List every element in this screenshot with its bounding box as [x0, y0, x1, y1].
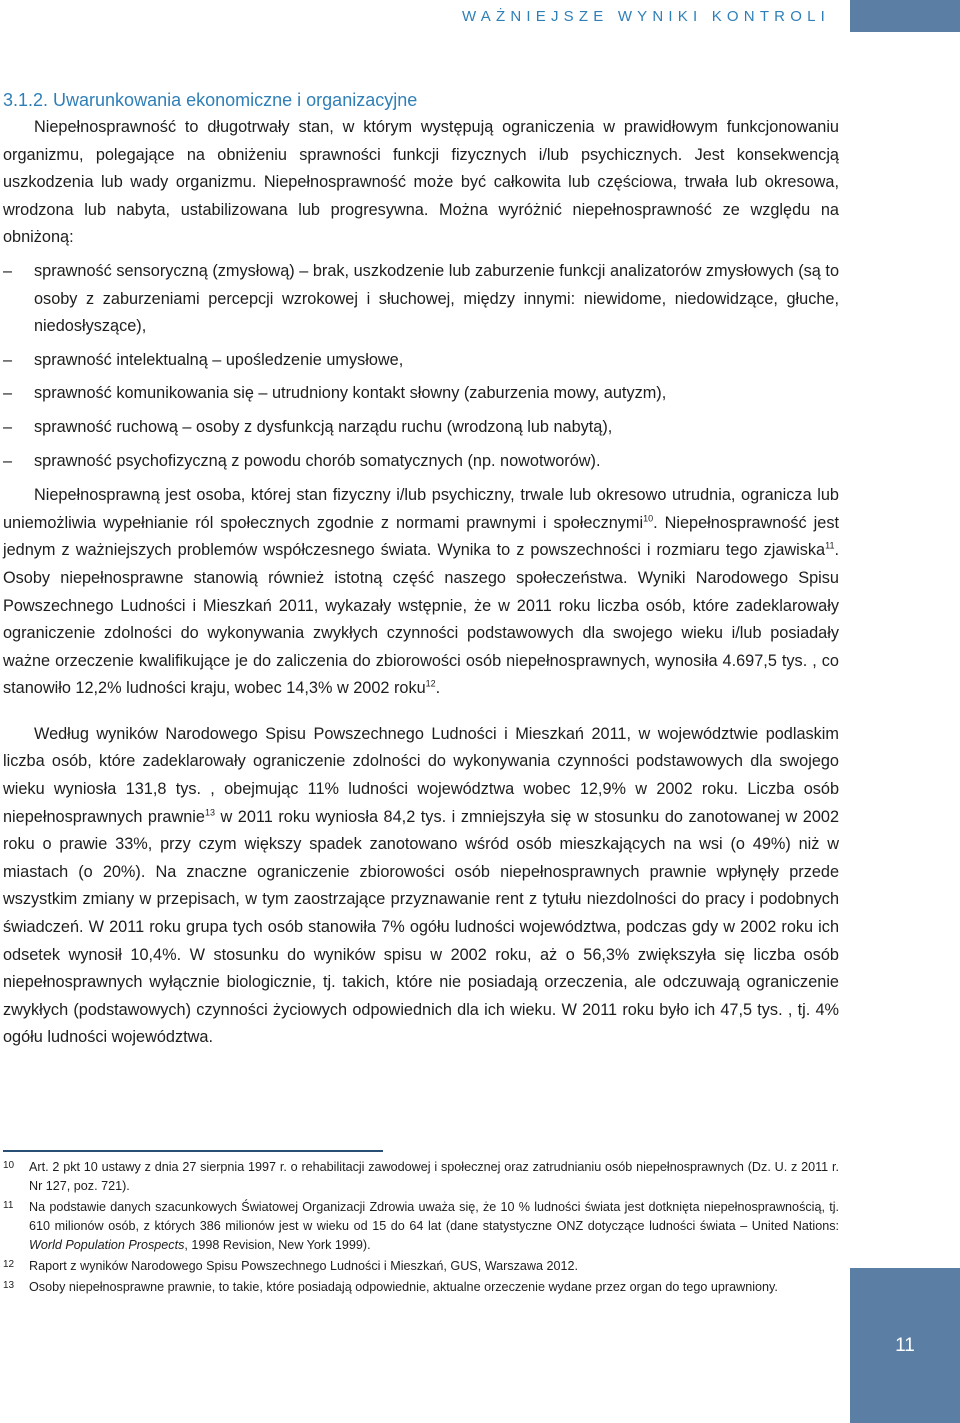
impairment-list [3, 258, 839, 475]
list-item: – sprawność psychofizyczną z powodu chorób somatycznych (np. nowotworów). [3, 448, 839, 476]
dash-bullet: – [3, 384, 13, 403]
footnote-ref-10[interactable]: 10 [643, 513, 654, 524]
list-item: – sprawność intelektualną – upośledzenie umysłowe, [3, 347, 839, 375]
paragraph-national: Niepełnosprawną jest osoba, której stan fizyczny i/lub psychiczny, trwale lub okresowo utrudnia, ogranicza lub uniemożliwia wypełnianie ról społecznych zgodnie z normami prawnymi i społecznymi$^{10}$. Niepełnosprawność jest jednym z ważniejszych problemów współczesnego świata. Wynika to z powszechności i rozmiaru tego zjawiska$^{11}$. Osoby niepełnosprawne stanowią również istotną część naszego społeczeństwa. Wyniki Narodowego Spisu Powszechnego Ludności i Mieszkań 2011, wykazały wstępnie, że w 2011 roku liczba osób, które zadeklarowały ograniczenie zdolności do wykonywania zwykłych czynności podstawowych dla swojego wieku i/lub posiadały ważne orzeczenie kwalifikujące je do zaliczenia do zbiorowości osób niepełnosprawnych, wynosiła 4.697,5 tys. , co stanowiło 12,2% ludności kraju, wobec 14,3% w 2002 roku$^{12}$. [3, 486, 840, 698]
footnote-10: 10 Art. 2 pkt 10 ustawy z dnia 27 sierpnia 1997 r. o rehabilitacji zawodowej i społecznej oraz zatrudnianiu osób niepełnosprawnych (Dz. U. z 2011 r. Nr 127, poz. 721). [3, 1160, 839, 1193]
footnote-12: 12 Raport z wyników Narodowego Spisu Powszechnego Ludności i Mieszkań, GUS, Warszawa 2012. [3, 1259, 579, 1273]
page-number: 11 [895, 1334, 915, 1356]
dash-bullet: – [3, 451, 13, 470]
paragraph-regional: Według wyników Narodowego Spisu Powszechnego Ludności i Mieszkań 2011, w województwie podlaskim liczba osób, które zadeklarowały ograniczenie zdolności do wykonywania czynności podstawowych dla swojego wieku wyniosła 131,8 tys. , obejmując 11% ludności województwa wobec 12,9% w 2002 roku. Liczba osób niepełnosprawnych prawnie$^{13}$ w 2011 roku wyniosła 84,2 tys. i zmniejszyła się w stosunku do zanotowanej w 2002 roku o prawie 33%, przy czym większy spadek zanotowano wśród osób mieszkających na wsi (o 49%) niż w miastach (o 20%). Na znaczne ograniczenie zbiorowości osób niepełnosprawnych prawnie wpłynęły przede wszystkim zmiany w przepisach, w tym zaostrzające przyznawanie rent z tytułu niezdolności do pracy i podobnych świadczeń. W 2011 roku grupa tych osób stanowiła 7% ogółu ludności województwa, podczas gdy w 2002 roku ich odsetek wynosił 10,4%. W stosunku do wyników spisu w 2002 roku, aż o 56,3% zwiększyła się liczba osób niepełnosprawnych wyłącznie biologicznie, tj. takich, które nie posiadają orzeczenia, ale odczuwają ograniczenie zwykłych (podstawowych) czynności życiowych odpowiednich dla ich wieku. W 2011 roku było ich 47,5 tys. , tj. 4% ogółu ludności województwa. [3, 724, 839, 1047]
footnote-13: 13 Osoby niepełnosprawne prawnie, to takie, które posiadają odpowiednie, aktualne orzeczenie wydane przez organ do tego uprawniony. [3, 1280, 778, 1294]
list-item: – sprawność komunikowania się – utrudniony kontakt słowny (zaburzenia mowy, autyzm), [3, 380, 839, 408]
main-content [3, 86, 839, 1052]
section-title: 3.1.2. Uwarunkowania ekonomiczne i organizacyjne [3, 90, 418, 110]
list-item: – sprawność sensoryczną (zmysłową) – brak, uszkodzenie lub zaburzenie funkcji analizatorów zmysłowych (są to osoby z zaburzeniami percepcji wzrokowej i słuchowej, między innymi: niewidome, niedowidzące, głuche, niedosłyszące), [3, 258, 839, 341]
page-number-box [850, 1268, 960, 1423]
dash-bullet: – [3, 417, 13, 436]
footnote-ref-12[interactable]: 12 [425, 678, 436, 689]
paragraph-definition: Niepełnosprawność to długotrwały stan, w którym występują ograniczenia w prawidłowym funkcjonowaniu organizmu, polegające na obniżeniu sprawności funkcji fizycznych i/lub psychicznych. Jest konsekwencją uszkodzenia lub wady organizmu. Niepełnosprawność może być całkowita lub częściowa, trwała lub okresowa, wrodzona lub nabyta, ustabilizowana lub progresywna. Można wyróżnić niepełnosprawność ze względu na obniżoną: [3, 118, 839, 247]
header-color-block [850, 0, 960, 32]
footnote-11: 11 Na podstawie danych szacunkowych Światowej Organizacji Zdrowia uważa się, że 10 % ludności świata jest dotknięta niepełnosprawnością, tj. 610 milionów osób, z których 386 milionów jest w wieku od 15 do 64 lat (dane statystyczne ONZ dotyczące ludności świata – United Nations: World Population Prospects, 1998 Revision, New York 1999). [3, 1200, 839, 1252]
dash-bullet: – [3, 261, 13, 280]
list-item: – sprawność ruchową – osoby z dysfunkcją narządu ruchu (wrodzoną lub nabytą), [3, 414, 839, 442]
dash-bullet: – [3, 350, 13, 369]
footnotes [3, 1150, 839, 1297]
footnote-ref-11[interactable]: 11 [825, 540, 835, 551]
footnote-divider [3, 1150, 383, 1152]
footnote-ref-13[interactable]: 13 [204, 807, 215, 818]
running-header: WAŻNIEJSZE WYNIKI KONTROLI [462, 8, 830, 25]
